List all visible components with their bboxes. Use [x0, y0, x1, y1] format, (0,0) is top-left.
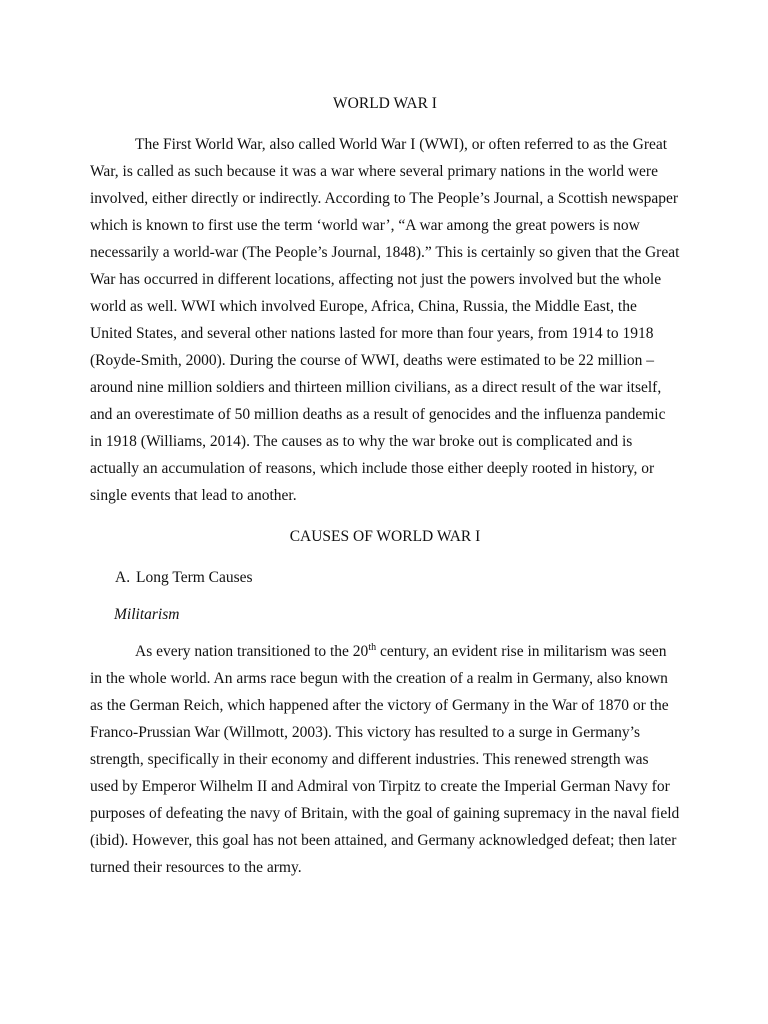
section-title: CAUSES OF WORLD WAR I [289, 528, 481, 545]
militarism-paragraph-start: As every nation transitioned to the 20 [135, 643, 369, 660]
intro-paragraph: The First World War, also called World War I (WWI), or often referred to as the Great War, is called as such because it was a war where several primary nations in the world were involved, either directly or indirectly. According to The People’s Journal, a Scottish newspaper which is known to first use the term ‘world war’, “A war among the great powers is now necessarily a world-war (The People’s Journal, 1848).” This is certainly so given that the Great War has occurred in different locations, affecting not just the powers involved but the whole world as well. WWI which involved Europe, Africa, China, Russia, the Middle East, the United States, and several other nations lasted for more than four years, from 1914 to 1918 (Royde-Smith, 2000). During the course of WWI, deaths were estimated to be 22 million – around nine million soldiers and thirteen million civilians, as a direct result of the war itself, and an overestimate of 50 million deaths as a result of genocides and the influenza pandemic in 1918 (Williams, 2014). The causes as to why the war broke out is complicated and is actually an accumulation of reasons, which include those either deeply rooted in history, or single events that lead to another. [90, 136, 680, 504]
long-term-causes-list-item [90, 564, 680, 591]
document-content [90, 90, 680, 881]
militarism-paragraph-rest: century, an evident rise in militarism was seen in the whole world. An arms race begun with the creation of a realm in Germany, also known as the German Reich, which happened after the victory of Germany in the War of 1870 or the Franco-Prussian War (Willmott, 2003). This victory has resulted to a surge in Germany’s strength, specifically in their economy and different industries. This renewed strength was used by Emperor Wilhelm II and Admiral von Tirpitz to create the Imperial German Navy for purposes of defeating the navy of Britain, with the goal of gaining supremacy in the naval field (ibid). However, this goal has not been attained, and Germany acknowledged defeat; then later turned their resources to the army. [90, 643, 680, 876]
document-title: WORLD WAR I [333, 95, 437, 112]
list-item-label: Long Term Causes [136, 569, 253, 586]
list-marker: A. [115, 569, 131, 586]
militarism-paragraph [90, 638, 680, 881]
militarism-subheading: Militarism [114, 606, 180, 623]
ordinal-superscript: th [368, 641, 377, 653]
